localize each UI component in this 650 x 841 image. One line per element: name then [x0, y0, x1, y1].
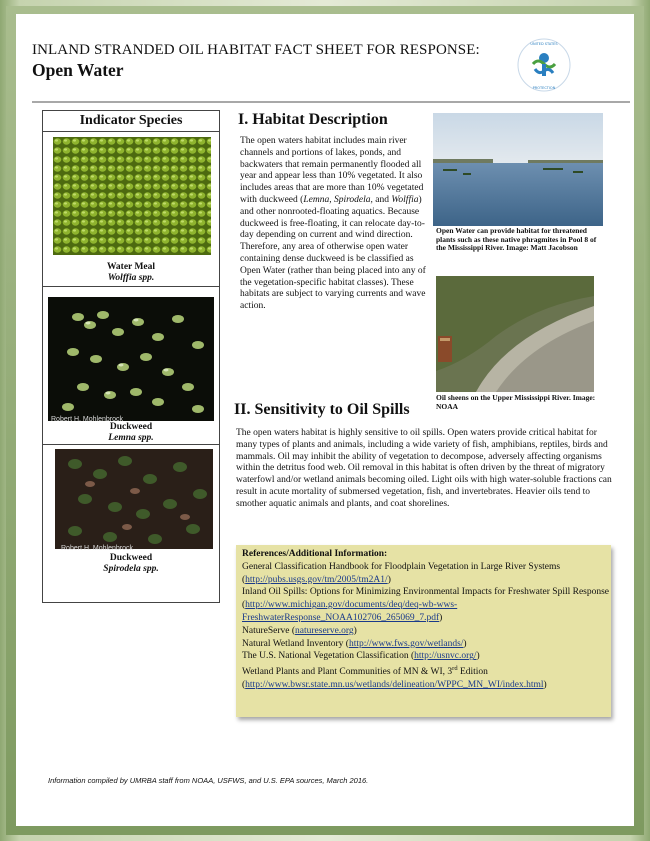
species-item-lemna — [43, 287, 219, 445]
species-latin-name: Spirodela spp. — [103, 564, 159, 574]
habitat-description-heading: I. Habitat Description — [238, 111, 388, 128]
photo-credit: Robert H. Mohlenbrock — [51, 416, 123, 423]
reference-item: NatureServe (natureserve.org) — [242, 625, 357, 636]
species-latin-name: Wolffia spp. — [107, 273, 155, 283]
species-common-name: Duckweed — [109, 422, 153, 432]
reference-item: Natural Wetland Inventory (http://www.fws.gov/wetlands/) — [242, 638, 467, 649]
species-item-spirodela — [43, 445, 219, 602]
reference-link[interactable]: http://usnvc.org/ — [414, 651, 477, 662]
references-heading: References/Additional Information: — [242, 549, 388, 559]
svg-text:UNITED STATES: UNITED STATES — [530, 42, 558, 46]
oil-sheen-photo — [436, 276, 594, 392]
indicator-species-heading: Indicator Species — [43, 111, 219, 132]
species-latin-name: Lemna spp. — [108, 433, 154, 443]
photo-caption-1: Open Water can provide habitat for threatened plants such as these native phragmites in Pool 8 of the Mississippi River. Image: Matt Jacobson — [436, 226, 597, 253]
reference-link[interactable]: natureserve.org — [295, 625, 354, 636]
references-box — [236, 545, 611, 717]
reference-item: The U.S. National Vegetation Classification (http://usnvc.org/) — [242, 651, 480, 662]
open-water-photo — [433, 113, 603, 226]
reference-item: General Classification Handbook for Floodplain Vegetation in Large River Systems (http://pubs.usgs.gov/tm/2005/tm2A1/) — [242, 561, 561, 585]
species-common-name: Water Meal — [106, 262, 156, 272]
indicator-species-panel — [42, 110, 220, 603]
water-meal-photo — [53, 137, 211, 255]
spirodela-photo — [55, 449, 213, 549]
reference-item: Wetland Plants and Plant Communities of MN & WI, 3rd Edition (http://www.bwsr.state.mn.us/wetlands/delineation/WPPC_MN_WI/index.html) — [242, 665, 547, 691]
footer-note: Information compiled by UMRBA staff from NOAA, USFWS, and U.S. EPA sources, March 2016. — [48, 776, 369, 785]
epa-logo — [517, 38, 571, 92]
lemna-photo — [48, 297, 214, 421]
svg-text:PROTECTION: PROTECTION — [532, 86, 556, 90]
species-item-water-meal — [43, 132, 219, 287]
sensitivity-heading: II. Sensitivity to Oil Spills — [234, 401, 410, 418]
species-common-name: Duckweed — [109, 553, 153, 563]
reference-item: Inland Oil Spills: Options for Minimizing Environmental Impacts for Freshwater Spill Response (http://www.michigan.gov/documents/deq/deq-wb-wws-FreshwaterResponse_NOAA102706_265069_7.pdf) — [242, 587, 610, 623]
fact-sheet-title: INLAND STRANDED OIL HABITAT FACT SHEET FOR RESPONSE: — [32, 42, 480, 58]
photo-credit: Robert H. Mohlenbrock — [61, 545, 133, 552]
reference-link[interactable]: http://www.bwsr.state.mn.us/wetlands/delineation/WPPC_MN_WI/index.html — [245, 680, 544, 691]
sensitivity-text: The open waters habitat is highly sensitive to oil spills. Open waters provide critical habitat for many types of plants and animals, including a wide variety of fish, amphibians, reptiles, birds and mammals. Oil may inhibit the ability of vegetation to decompose, adversely affecting organisms within the detritus food web. Oil removal in this habitat is often driven by the threat of migratory waterfowl and/or wetland animals becoming oiled. Light oils with high water-soluble fractions can result in acute mortality of submersed vegetation, fish, and invertebrates. Heavier oils tend to smother aquatic animals and plants, and coat shorelines. — [236, 428, 612, 509]
reference-link[interactable]: http://www.fws.gov/wetlands/ — [348, 638, 464, 649]
habitat-description-text: The open waters habitat includes main river channels and portions of lakes, ponds, and backwaters that remain permanently flooded all year and appear less than 10% vegetated. It also includes areas that are more than 10% vegetated with duckweed (Lemna, Spirodela, and Wolffia) and other nonrooted-floating aquatics. Because duckweed is free-floating, it can relocate day-to-day depending on current and wind direction. Therefore, any area of otherwise open water containing dense duckweed is be classified as Open Water (rather than being placed into any of the vegetation-specific habitat classes). These habitats are subject to varying currents and wave action. — [240, 136, 426, 312]
header-divider — [32, 101, 630, 103]
reference-link[interactable]: http://pubs.usgs.gov/tm/2005/tm2A1/ — [245, 574, 388, 585]
reference-link[interactable]: http://www.michigan.gov/documents/deq/deq-wb-wws-FreshwaterResponse_NOAA102706_265069_7.pdf — [242, 600, 458, 623]
habitat-title: Open Water — [32, 60, 124, 80]
photo-caption-2: Oil sheens on the Upper Mississippi River. Image: NOAA — [436, 393, 596, 411]
